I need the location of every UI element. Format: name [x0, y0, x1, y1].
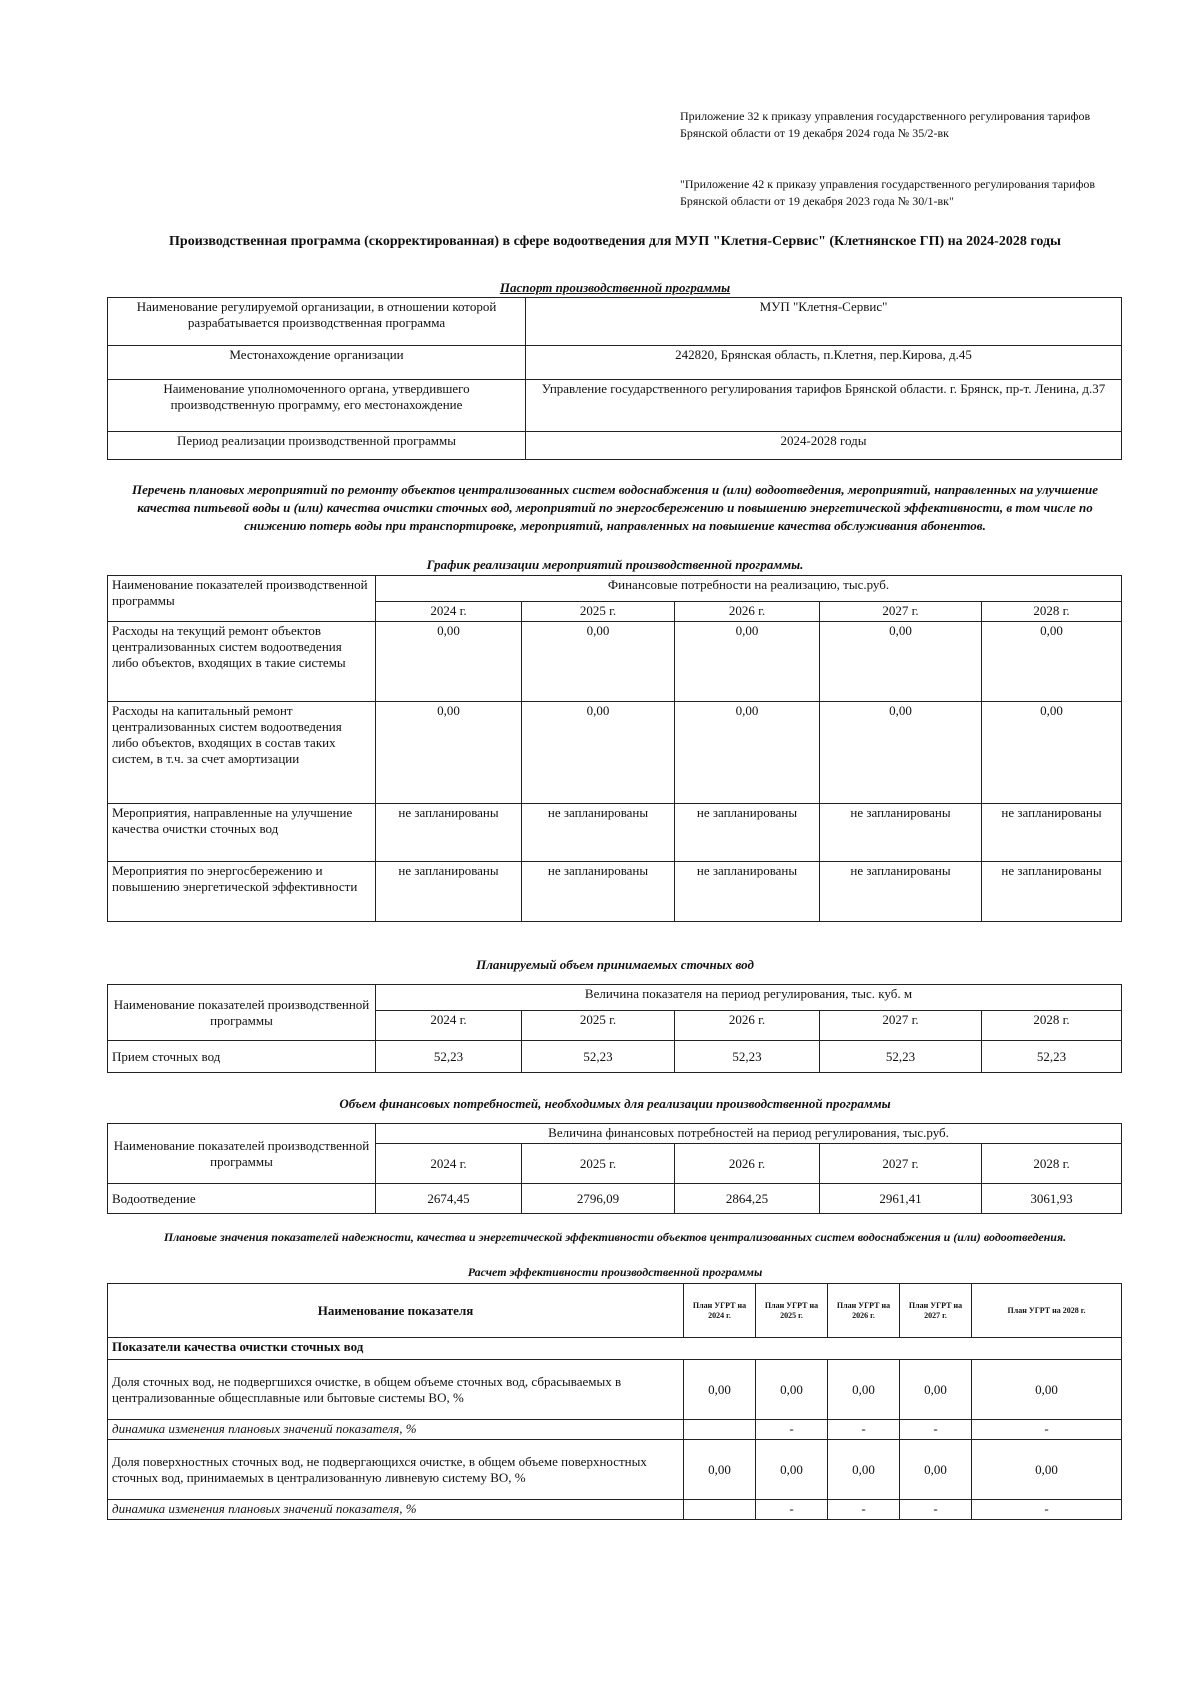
year-header: 2028 г. [982, 602, 1122, 622]
table-row [108, 702, 1122, 804]
volume-table [107, 984, 1122, 1073]
year-header: 2026 г. [675, 1011, 820, 1041]
header-appendix-2023: "Приложение 42 к приказу управления государственного регулирования тарифов Брянской области от 19 декабря 2023 года № 30/1-вк" [680, 177, 1096, 208]
year-header: 2028 г. [982, 1011, 1122, 1041]
cell-value: 2864,25 [675, 1184, 820, 1214]
efficiency-table [107, 1283, 1122, 1520]
table-row [108, 1338, 1122, 1360]
row-name: Доля сточных вод, не подвергшихся очистке, в общем объеме сточных вод, сбрасываемых в централизованные общесплавные или бытовые системы ВО, % [108, 1360, 684, 1420]
finance-heading: Объем финансовых потребностей, необходимых для реализации производственной программы [339, 1096, 891, 1111]
cell-value: - [828, 1420, 900, 1440]
plan-header: План УГРТ на 2028 г. [972, 1284, 1122, 1338]
plan-header: План УГРТ на 2025 г. [756, 1284, 828, 1338]
cell-value: 52,23 [820, 1041, 982, 1073]
cell-value: - [828, 1500, 900, 1520]
section-row: Показатели качества очистки сточных вод [108, 1338, 1122, 1360]
col-name-header: Наименование показателей производственной программы [108, 985, 376, 1041]
cell-value: 0,00 [675, 622, 820, 702]
measures-schedule-heading: График реализации мероприятий производственной программы. [426, 557, 804, 572]
finance-table [107, 1123, 1122, 1214]
table-row [108, 622, 1122, 702]
cell-value: 0,00 [522, 622, 675, 702]
cell-value: 0,00 [900, 1440, 972, 1500]
efficiency-calc-heading: Расчет эффективности производственной программы [467, 1265, 763, 1279]
cell-value: - [972, 1420, 1122, 1440]
col-name-header: Наименование показателя [108, 1284, 684, 1338]
row-name: Расходы на текущий ремонт объектов централизованных систем водоотведения либо объектов, входящих в такие системы [108, 622, 376, 702]
cell-value: 0,00 [376, 702, 522, 804]
measures-table [107, 575, 1122, 922]
row-name: Прием сточных вод [108, 1041, 376, 1073]
cell-value: - [900, 1420, 972, 1440]
passport-value: Управление государственного регулирования тарифов Брянской области. г. Брянск, пр-т. Ленина, д.37 [526, 380, 1122, 432]
col-group-header: Величина финансовых потребностей на период регулирования, тыс.руб. [376, 1124, 1122, 1144]
table-row [108, 1124, 1122, 1144]
col-name-header: Наименование показателей производственной программы [108, 576, 376, 622]
col-group-header: Финансовые потребности на реализацию, тыс.руб. [376, 576, 1122, 602]
year-header: 2026 г. [675, 1144, 820, 1184]
cell-value: - [900, 1500, 972, 1520]
header-appendix-2024: Приложение 32 к приказу управления государственного регулирования тарифов Брянской области от 19 декабря 2024 года № 35/2-вк [680, 109, 1091, 140]
volume-heading: Планируемый объем принимаемых сточных вод [476, 957, 754, 972]
table-row [108, 1041, 1122, 1073]
cell-value: 2796,09 [522, 1184, 675, 1214]
cell-value: 2961,41 [820, 1184, 982, 1214]
table-row [108, 862, 1122, 922]
year-header: 2025 г. [522, 1144, 675, 1184]
table-row [108, 1360, 1122, 1420]
cell-value: 0,00 [820, 622, 982, 702]
plan-header: План УГРТ на 2024 г. [684, 1284, 756, 1338]
efficiency-heading: Плановые значения показателей надежности, качества и энергетической эффективности объектов централизованных систем водоснабжения и (или) водоотведения. [163, 1230, 1067, 1244]
cell-value: 0,00 [684, 1440, 756, 1500]
cell-value: - [756, 1500, 828, 1520]
year-header: 2025 г. [522, 602, 675, 622]
row-name: Мероприятия по энергосбережению и повышению энергетической эффективности [108, 862, 376, 922]
cell-value [684, 1420, 756, 1440]
cell-value: не запланированы [982, 862, 1122, 922]
cell-value: 0,00 [828, 1360, 900, 1420]
cell-value: не запланированы [376, 804, 522, 862]
plan-header: План УГРТ на 2027 г. [900, 1284, 972, 1338]
passport-label: Местонахождение организации [108, 346, 526, 380]
passport-value: 242820, Брянская область, п.Клетня, пер.Кирова, д.45 [526, 346, 1122, 380]
table-row [108, 1284, 1122, 1338]
passport-label: Наименование регулируемой организации, в отношении которой разрабатывается производственная программа [108, 298, 526, 346]
cell-value: - [972, 1500, 1122, 1520]
table-row [108, 1184, 1122, 1214]
cell-value: 0,00 [675, 702, 820, 804]
table-row [108, 576, 1122, 602]
measures-heading: Перечень плановых мероприятий по ремонту объектов централизованных систем водоснабжения и (или) водоотведения, мероприятий, направленных на улучшение качества питьевой воды и (или) качества очистки сточных вод, мероприятий по энергосбережению и повышению энергетической эффективности, в том числе по снижению потерь воды при транспортировке, мероприятий, направленных на повышение качества обслуживания абонентов. [132, 482, 1098, 533]
year-header: 2027 г. [820, 1011, 982, 1041]
year-header: 2024 г. [376, 1144, 522, 1184]
row-name: динамика изменения плановых значений показателя, % [108, 1500, 684, 1520]
cell-value: 0,00 [376, 622, 522, 702]
row-name: динамика изменения плановых значений показателя, % [108, 1420, 684, 1440]
row-name: Мероприятия, направленные на улучшение качества очистки сточных вод [108, 804, 376, 862]
year-header: 2026 г. [675, 602, 820, 622]
cell-value: не запланированы [376, 862, 522, 922]
cell-value: 52,23 [982, 1041, 1122, 1073]
year-header: 2027 г. [820, 1144, 982, 1184]
cell-value: 0,00 [972, 1360, 1122, 1420]
cell-value: 52,23 [675, 1041, 820, 1073]
cell-value: 0,00 [982, 702, 1122, 804]
table-row [108, 1420, 1122, 1440]
cell-value: 0,00 [684, 1360, 756, 1420]
col-name-header: Наименование показателей производственной программы [108, 1124, 376, 1184]
cell-value [684, 1500, 756, 1520]
year-header: 2027 г. [820, 602, 982, 622]
cell-value: - [756, 1420, 828, 1440]
table-row [108, 1440, 1122, 1500]
year-header: 2024 г. [376, 602, 522, 622]
cell-value: 0,00 [756, 1360, 828, 1420]
cell-value: не запланированы [675, 862, 820, 922]
year-header: 2028 г. [982, 1144, 1122, 1184]
table-row [108, 346, 1122, 380]
cell-value: не запланированы [522, 862, 675, 922]
table-row [108, 985, 1122, 1011]
passport-heading: Паспорт производственной программы [499, 280, 731, 295]
table-row [108, 432, 1122, 460]
cell-value: не запланированы [675, 804, 820, 862]
cell-value: 0,00 [972, 1440, 1122, 1500]
table-row [108, 380, 1122, 432]
year-header: 2025 г. [522, 1011, 675, 1041]
plan-header: План УГРТ на 2026 г. [828, 1284, 900, 1338]
cell-value: 52,23 [376, 1041, 522, 1073]
table-row [108, 1500, 1122, 1520]
cell-value: не запланированы [820, 862, 982, 922]
passport-label: Наименование уполномоченного органа, утвердившего производственную программу, его местонахождение [108, 380, 526, 432]
row-name: Расходы на капитальный ремонт централизованных систем водоотведения либо объектов, входящих в состав таких систем, в т.ч. за счет амортизации [108, 702, 376, 804]
table-row [108, 804, 1122, 862]
cell-value: не запланированы [982, 804, 1122, 862]
row-name: Водоотведение [108, 1184, 376, 1214]
document-title: Производственная программа (скорректированная) в сфере водоотведения для МУП "Клетня-Сервис" (Клетнянское ГП) на 2024-2028 годы [169, 234, 1061, 249]
cell-value: 0,00 [820, 702, 982, 804]
cell-value: 0,00 [828, 1440, 900, 1500]
passport-label: Период реализации производственной программы [108, 432, 526, 460]
passport-value: МУП "Клетня-Сервис" [526, 298, 1122, 346]
cell-value: не запланированы [522, 804, 675, 862]
cell-value: не запланированы [820, 804, 982, 862]
table-row [108, 298, 1122, 346]
cell-value: 0,00 [756, 1440, 828, 1500]
row-name: Доля поверхностных сточных вод, не подвергающихся очистке, в общем объеме поверхностных сточных вод, принимаемых в централизованную ливневую систему ВО, % [108, 1440, 684, 1500]
cell-value: 0,00 [900, 1360, 972, 1420]
cell-value: 2674,45 [376, 1184, 522, 1214]
col-group-header: Величина показателя на период регулирования, тыс. куб. м [376, 985, 1122, 1011]
cell-value: 0,00 [522, 702, 675, 804]
cell-value: 0,00 [982, 622, 1122, 702]
passport-value: 2024-2028 годы [526, 432, 1122, 460]
cell-value: 52,23 [522, 1041, 675, 1073]
passport-table [107, 297, 1122, 460]
cell-value: 3061,93 [982, 1184, 1122, 1214]
year-header: 2024 г. [376, 1011, 522, 1041]
